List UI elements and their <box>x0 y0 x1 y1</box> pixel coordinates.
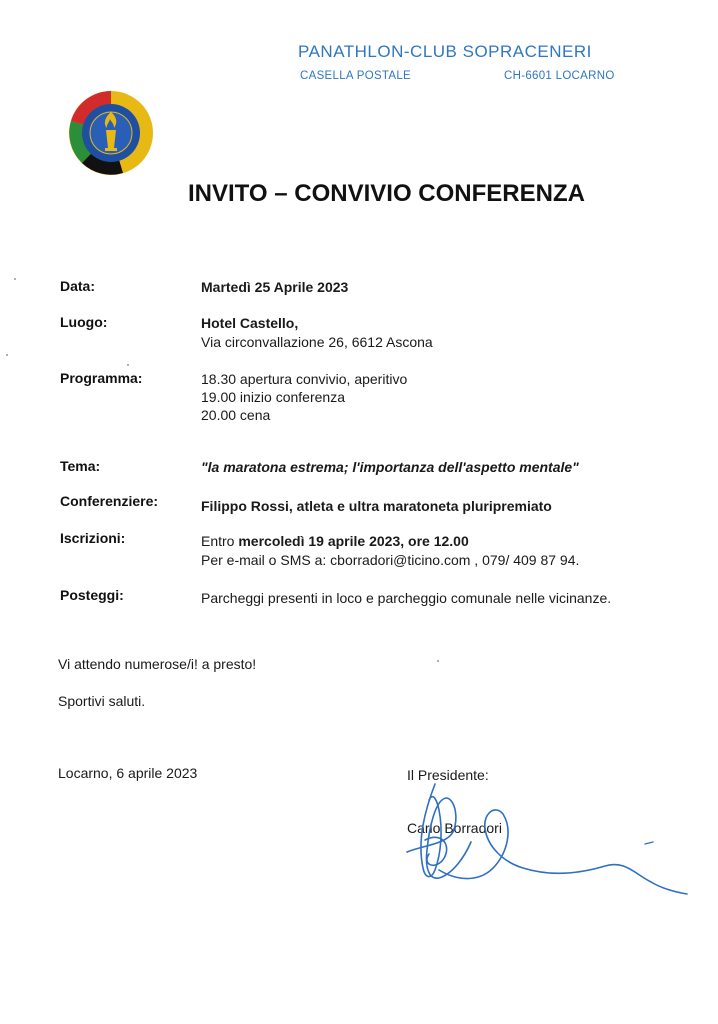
program-item: 18.30 apertura convivio, aperitivo <box>201 371 408 387</box>
handwritten-signature <box>395 770 695 920</box>
registration-deadline: mercoledì 19 aprile 2023, ore 12.00 <box>238 533 469 549</box>
scan-speck <box>437 660 439 662</box>
theme-value: "la maratona estrema; l'importanza dell'aspetto mentale" <box>201 459 579 475</box>
closing-line-1: Vi attendo numerose/i! a presto! <box>58 656 257 672</box>
date-label: Data: <box>60 278 96 294</box>
theme-label: Tema: <box>60 458 101 474</box>
club-name: PANATHLON-CLUB SOPRACENERI <box>298 42 592 61</box>
date-value: Martedì 25 Aprile 2023 <box>201 279 349 295</box>
club-mailbox: CASELLA POSTALE <box>300 70 412 82</box>
president-role: Il Presidente: <box>407 767 489 783</box>
page-title: INVITO – CONVIVIO CONFERENZA <box>188 180 585 207</box>
program-label: Programma: <box>60 370 143 386</box>
program-item: 19.00 inizio conferenza <box>201 389 345 405</box>
place-label: Luogo: <box>60 314 108 330</box>
registration-label: Iscrizioni: <box>60 530 126 546</box>
registration-contact: Per e-mail o SMS a: cborradori@ticino.com , 079/ 409 87 94. <box>201 552 580 568</box>
place-name: Hotel Castello, <box>201 315 299 331</box>
panathlon-logo <box>68 90 154 176</box>
registration-deadline-line <box>201 532 469 551</box>
scan-speck <box>127 364 129 366</box>
parking-value: Parcheggi presenti in loco e parcheggio comunale nelle vicinanze. <box>201 590 612 606</box>
place-address: Via circonvallazione 26, 6612 Ascona <box>201 334 433 350</box>
club-postal-code: CH-6601 LOCARNO <box>504 70 615 82</box>
program-item: 20.00 cena <box>201 407 271 423</box>
scan-speck <box>14 278 16 280</box>
speaker-label: Conferenziere: <box>60 493 159 509</box>
parking-label: Posteggi: <box>60 587 124 603</box>
scan-speck <box>6 354 8 356</box>
registration-prefix: Entro <box>201 533 235 549</box>
signatory-name: Carlo Borradori <box>407 820 502 836</box>
speaker-value: Filippo Rossi, atleta e ultra maratoneta pluripremiato <box>201 498 552 514</box>
closing-line-2: Sportivi saluti. <box>58 693 146 709</box>
place-and-date: Locarno, 6 aprile 2023 <box>58 765 198 781</box>
